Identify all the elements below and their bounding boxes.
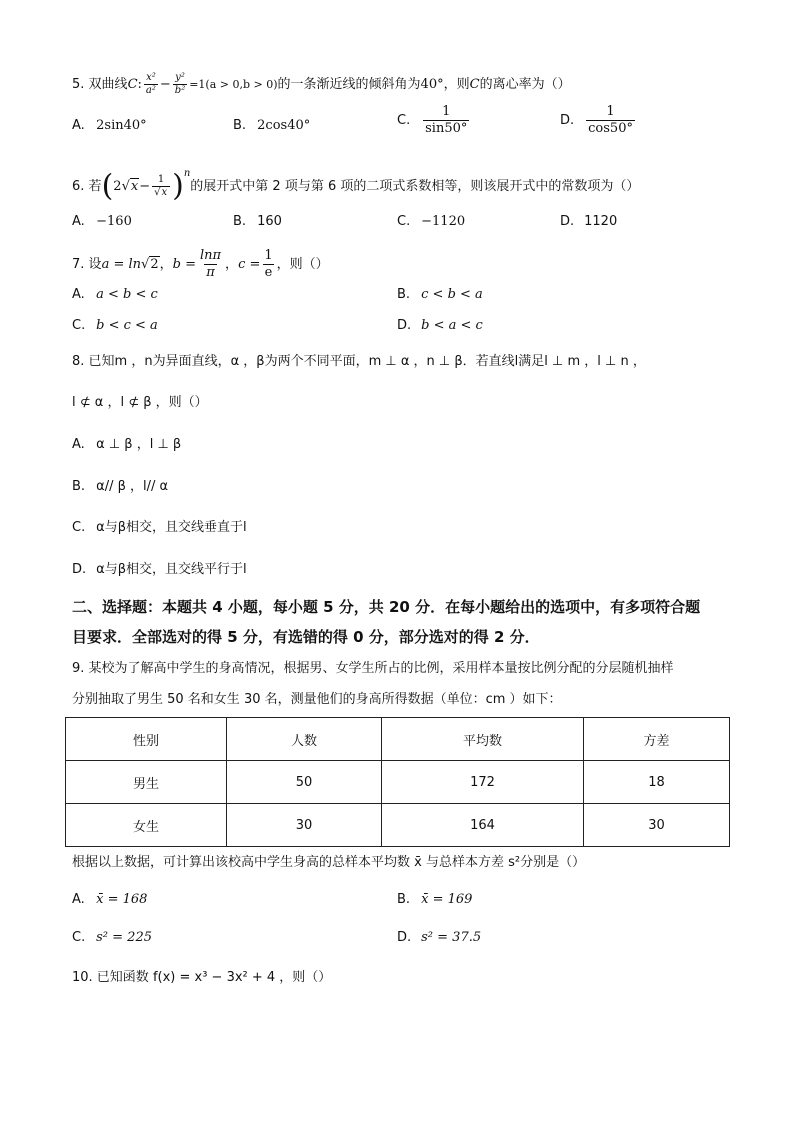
q9-option-c-text: s² = 225 [96, 930, 152, 945]
q7-option-a-label: A. [72, 287, 85, 302]
q9-stem-line1: 9. 某校为了解高中学生的身高情况，根据男、女学生所占的比例，采用样本量按比例分配的分层随机抽样 [72, 661, 674, 676]
q5-frac-y [173, 72, 187, 97]
q6-option-d-label: D. [560, 214, 575, 229]
table-cell: 女生 [66, 804, 227, 847]
q8-option-b-label: B. [72, 479, 86, 494]
section2-heading-line1: 二、选择题：本题共 4 小题，每小题 5 分，共 20 分．在每小题给出的选项中，有多项符合题 [72, 598, 701, 616]
q8-option-c-label: C. [72, 520, 86, 535]
q8-option-a-label: A. [72, 437, 85, 452]
q9-option-a-text: x̄ = 168 [96, 892, 148, 907]
q8-option-d-label: D. [72, 562, 87, 577]
q7-option-b-text: c < b < a [421, 287, 483, 302]
q9-option-d-text: s² = 37.5 [421, 930, 482, 945]
q8-option-a-text: α ⊥ β ，l ⊥ β [96, 437, 182, 452]
q8-option-b[interactable] [72, 477, 168, 497]
table-header-cell: 方差 [584, 718, 730, 761]
table-cell: 50 [227, 761, 382, 804]
q8-stem-line1: 8. 已知m ，n为异面直线，α ，β为两个不同平面，m ⊥ α ，n ⊥ β．若直线l满足l ⊥ m ，l ⊥ n ， [72, 354, 646, 369]
table-row [66, 761, 730, 804]
q6-paren-right: ) [172, 168, 184, 204]
q5-option-d-frac [586, 104, 635, 137]
q6-option-c-label: C. [397, 214, 411, 229]
q5-option-c-den: sin50° [425, 121, 468, 136]
q5-x2: x² [146, 72, 156, 83]
q7-c-den: e [264, 265, 273, 280]
q7-option-a[interactable] [72, 285, 158, 305]
q5-option-b-text: 2cos40° [257, 118, 311, 133]
q7-b-den: π [206, 265, 215, 280]
table-cell: 164 [382, 804, 584, 847]
q6-option-d[interactable] [560, 212, 617, 232]
q6-frac [152, 174, 170, 199]
table-header-row [66, 718, 730, 761]
q5-colon: : [137, 77, 142, 92]
q5-option-c-label: C. [397, 113, 411, 128]
q7-number: 7. [72, 257, 85, 272]
q6-paren-left: ( [101, 168, 114, 204]
q7-option-d-text: b < a < c [421, 318, 483, 333]
q8-option-c[interactable] [72, 518, 247, 538]
q8-stem-line2: l ⊄ α ，l ⊄ β ，则（） [72, 395, 208, 410]
q5-mid: 的一条渐近线的倾斜角为 [277, 77, 421, 92]
q5-option-b[interactable] [233, 116, 310, 136]
table-header-cell: 性别 [66, 718, 227, 761]
q6-coef: 2 [113, 179, 122, 194]
table-cell: 172 [382, 761, 584, 804]
q9-option-a-label: A. [72, 892, 85, 907]
q8-option-d-text: α与β相交，且交线平行于l [96, 562, 247, 577]
q7-b-frac [198, 248, 223, 281]
q6-option-b-label: B. [233, 214, 247, 229]
q6-number: 6. [72, 179, 85, 194]
q7-option-d-label: D. [397, 318, 412, 333]
q5-then: ，则 [443, 77, 470, 92]
q8-option-a[interactable] [72, 435, 181, 455]
table-cell: 30 [227, 804, 382, 847]
q6-power: n [183, 168, 191, 179]
q5-option-c[interactable] [397, 104, 471, 137]
q6-option-c-text: −1120 [421, 214, 466, 229]
table-row [66, 804, 730, 847]
q9-option-d-label: D. [397, 930, 412, 945]
q9-option-a[interactable] [72, 890, 147, 910]
q5-number: 5. [72, 77, 85, 92]
q5-option-c-num: 1 [442, 104, 451, 119]
q6-frac-den: √x [152, 186, 170, 199]
q9-option-b[interactable] [397, 890, 472, 910]
q7-option-a-text: a < b < c [96, 287, 158, 302]
q5-y2: y² [175, 72, 185, 83]
q5-option-a[interactable] [72, 116, 147, 136]
q7-c-num: 1 [264, 248, 273, 263]
table-cell: 30 [584, 804, 730, 847]
q6-sqrt-x: x [130, 179, 139, 194]
q5-frac-x [144, 72, 158, 97]
q6-option-a-text: −160 [96, 214, 132, 229]
q9-option-d[interactable] [397, 928, 481, 948]
q7-option-c-label: C. [72, 318, 86, 333]
q5-a2: a² [145, 85, 156, 96]
q7-tail: ，则（） [276, 257, 329, 272]
section2-heading-line2: 目要求．全部选对的得 5 分，有选错的得 0 分，部分选对的得 2 分． [72, 628, 540, 646]
q6-minus: − [139, 179, 151, 194]
q7-pre: 设 [88, 257, 102, 272]
q9-option-c[interactable] [72, 928, 152, 948]
q6-option-d-text: 1120 [584, 214, 618, 229]
q6-stem [72, 164, 640, 204]
q6-frac-num: 1 [157, 174, 165, 185]
q5-b2: b² [174, 85, 186, 96]
q5-pre: 双曲线 [88, 77, 128, 92]
q9-data-table [65, 717, 730, 847]
q9-after-text: 根据以上数据，可计算出该校高中学生身高的总样本平均数 x̄ 与总样本方差 s²分别是（） [72, 855, 586, 870]
q5-angle: 40° [420, 77, 444, 92]
q6-frac-den-x: x [161, 187, 168, 198]
q7-stem [72, 248, 329, 281]
q5-option-c-frac [423, 104, 469, 137]
q6-option-c[interactable] [397, 212, 465, 232]
q6-option-b-text: 160 [257, 214, 282, 229]
q6-option-b[interactable] [233, 212, 282, 232]
q7-option-c-text: b < c < a [96, 318, 158, 333]
q7-b-lhs: b = [172, 257, 196, 272]
q10-stem: 10. 已知函数 f(x) = x³ − 3x² + 4 ，则（） [72, 970, 332, 985]
q5-minus: − [159, 77, 171, 92]
q5-C2: C [469, 77, 480, 92]
table-cell: 18 [584, 761, 730, 804]
q7-option-b[interactable] [397, 285, 483, 305]
q9-option-b-label: B. [397, 892, 411, 907]
q9-option-c-label: C. [72, 930, 86, 945]
q7-sep2: ， [225, 257, 239, 272]
q6-tail: 的展开式中第 2 项与第 6 项的二项式系数相等，则该展开式中的常数项为（） [190, 179, 640, 194]
q5-tail: 的离心率为（） [479, 77, 571, 92]
q7-option-c[interactable] [72, 316, 158, 336]
q7-option-d[interactable] [397, 316, 483, 336]
q5-stem [72, 72, 571, 97]
table-cell: 男生 [66, 761, 227, 804]
q6-sqrt-sign: √ [121, 179, 130, 194]
q9-stem-line2: 分别抽取了男生 50 名和女生 30 名，测量他们的身高所得数据（单位：cm ）如下： [72, 692, 562, 707]
q7-option-b-label: B. [397, 287, 411, 302]
q5-option-d-label: D. [560, 113, 575, 128]
q5-option-d-den: cos50° [588, 121, 633, 136]
q7-b-num: lnπ [199, 248, 222, 263]
q7-sqrt-sign: √ [141, 257, 150, 272]
q9-option-b-text: x̄ = 169 [421, 892, 473, 907]
q8-option-d[interactable] [72, 560, 247, 580]
q8-option-b-text: α// β ，l// α [96, 479, 169, 494]
q7-sep1: ， [159, 257, 173, 272]
table-header-cell: 平均数 [382, 718, 584, 761]
q5-C: C [127, 77, 138, 92]
q6-pre: 若 [88, 179, 102, 194]
q5-option-a-text: 2sin40° [96, 118, 147, 133]
q7-c-lhs: c = [238, 257, 261, 272]
q5-condition: =1(a > 0,b > 0) [189, 78, 278, 91]
q7-a-def: a = ln [101, 257, 142, 272]
q8-option-c-text: α与β相交，且交线垂直于l [96, 520, 247, 535]
q7-sqrt2: 2 [150, 257, 159, 272]
q5-option-b-label: B. [233, 118, 247, 133]
q7-c-frac [262, 248, 274, 281]
q5-option-a-label: A. [72, 118, 85, 133]
table-header-cell: 人数 [227, 718, 382, 761]
q6-option-a-label: A. [72, 214, 85, 229]
q5-option-d-num: 1 [606, 104, 615, 119]
q6-option-a[interactable] [72, 212, 132, 232]
q5-option-d[interactable] [560, 104, 637, 137]
